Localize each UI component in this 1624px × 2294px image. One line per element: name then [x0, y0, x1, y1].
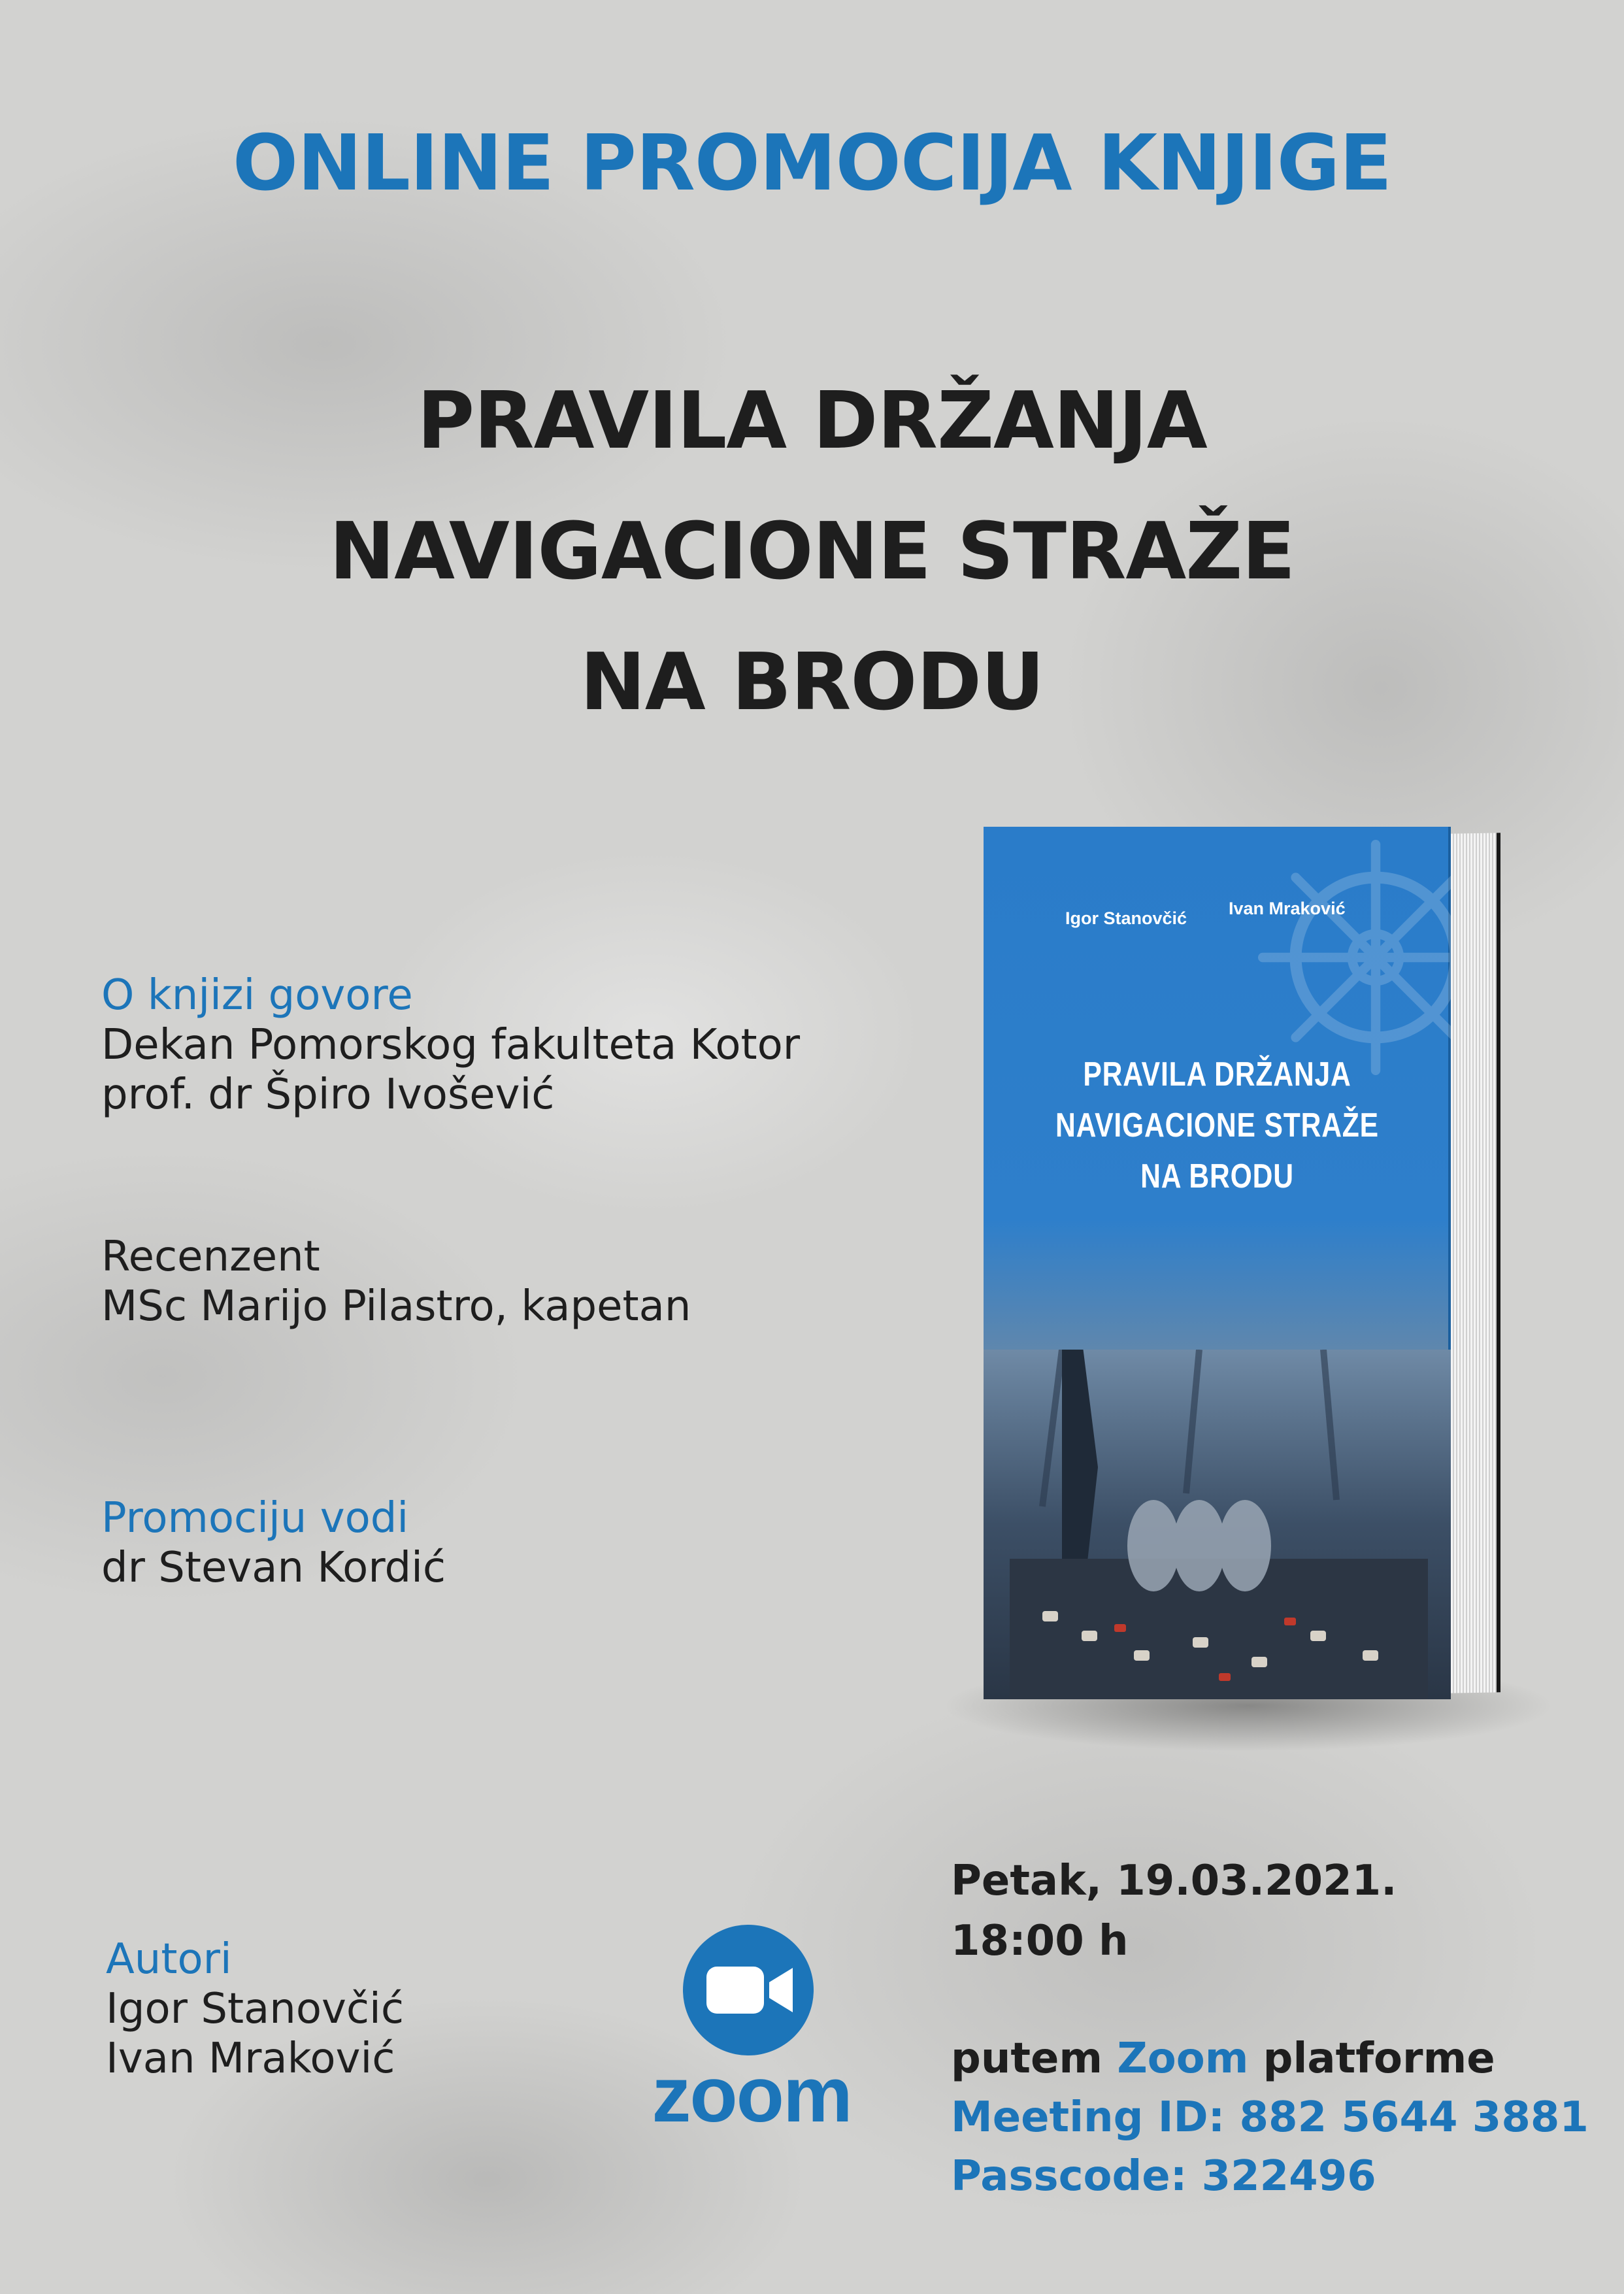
host-section — [101, 1493, 446, 1593]
cover-title-line-2: NAVIGACIONE STRAŽE — [1055, 1106, 1379, 1144]
book-title — [0, 356, 1624, 748]
speakers-line-1: Dekan Pomorskog fakulteta Kotor — [101, 1021, 801, 1069]
authors-section — [106, 1935, 404, 2084]
speakers-section — [101, 971, 800, 1120]
cover-title-line-3: NA BRODU — [1140, 1157, 1294, 1195]
header-title: ONLINE PROMOCIJA KNJIGE — [232, 118, 1392, 208]
authors-label: Autori — [106, 1935, 232, 1984]
platform-name: Zoom — [1117, 2035, 1249, 2083]
author-name-1: Igor Stanovčić — [106, 1985, 404, 2033]
speakers-line-2: prof. dr Špiro Ivošević — [101, 1071, 555, 1119]
host-name: dr Stevan Kordić — [101, 1544, 446, 1592]
author-name-2: Ivan Mraković — [106, 2035, 395, 2083]
ship-wheel-icon — [1258, 840, 1451, 1075]
speakers-label: O knjizi govore — [101, 971, 413, 1020]
host-label: Promociju vodi — [101, 1494, 409, 1542]
book-title-line-1: PRAVILA DRŽANJA — [417, 376, 1207, 467]
cover-title — [1025, 1049, 1408, 1202]
cover-author-1: Igor Stanovčić — [1065, 908, 1187, 928]
book-title-line-2: NAVIGACIONE STRAŽE — [329, 507, 1295, 597]
passcode: Passcode: 322496 — [951, 2152, 1376, 2201]
event-date: Petak, 19.03.2021. — [951, 1857, 1397, 1905]
reviewer-name: MSc Marijo Pilastro, kapetan — [101, 1282, 691, 1331]
reviewer-label: Recenzent — [101, 1233, 320, 1281]
platform-prefix: putem — [951, 2035, 1118, 2083]
cover-title-line-1: PRAVILA DRŽANJA — [1083, 1056, 1351, 1093]
reviewer-section — [101, 1232, 691, 1331]
event-platform — [951, 2034, 1495, 2084]
ship-bridge-photo — [984, 1350, 1451, 1699]
book-cover — [984, 827, 1451, 1699]
zoom-logo-word: zoom — [652, 2051, 852, 2138]
event-time: 18:00 h — [951, 1917, 1129, 1965]
cover-author-2: Ivan Mraković — [1229, 899, 1346, 918]
zoom-camera-icon — [683, 1925, 814, 2055]
platform-suffix: platforme — [1248, 2035, 1495, 2083]
meeting-id: Meeting ID: 882 5644 3881 — [951, 2093, 1589, 2142]
book-pages — [1448, 833, 1500, 1693]
book-title-line-3: NA BRODU — [580, 637, 1044, 728]
